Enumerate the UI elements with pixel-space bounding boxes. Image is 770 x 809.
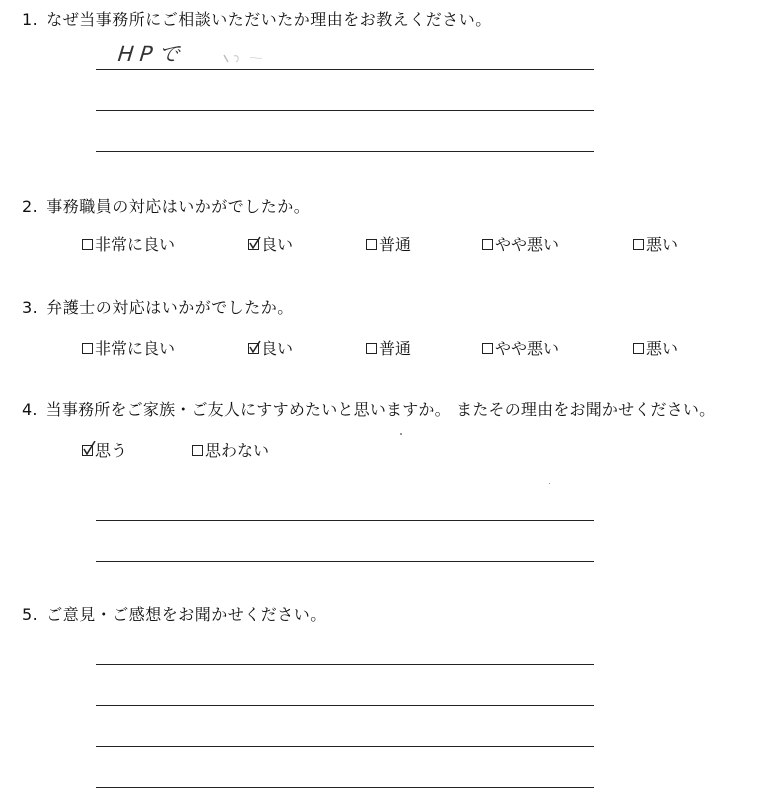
q3-option-good[interactable]: 良い [248, 339, 293, 359]
question-3 [22, 298, 294, 318]
question-text: なぜ当事務所にご相談いただいたか理由をお教えください。 [46, 10, 492, 29]
question-text: 事務職員の対応はいかがでしたか。 [46, 197, 311, 216]
answer-line[interactable] [96, 746, 594, 747]
scan-speck [400, 433, 402, 435]
answer-line[interactable] [96, 664, 594, 665]
q2-option-very-good[interactable]: 非常に良い [82, 235, 175, 255]
q4-option-no[interactable]: 思わない [192, 441, 269, 461]
checkbox-empty-icon[interactable] [482, 239, 493, 250]
answer-line[interactable] [96, 561, 594, 562]
answer-line[interactable] [96, 110, 594, 111]
handwritten-answer: HPで [116, 42, 187, 66]
checkmark-icon [248, 235, 262, 251]
q3-option-somewhat-bad[interactable]: やや悪い [482, 339, 559, 359]
checkbox-empty-icon[interactable] [633, 239, 644, 250]
checkbox-checked-icon[interactable] [248, 239, 259, 250]
checkbox-empty-icon[interactable] [82, 343, 93, 354]
question-number: 4. [22, 400, 38, 419]
question-5 [22, 605, 327, 625]
q2-option-bad[interactable]: 悪い [633, 235, 678, 255]
answer-line[interactable] [96, 787, 594, 788]
question-number: 2. [22, 197, 39, 216]
question-1 [22, 10, 492, 30]
question-number: 3. [22, 298, 39, 317]
question-text: ご意見・ご感想をお聞かせください。 [46, 605, 327, 624]
answer-line[interactable] [96, 705, 594, 706]
checkmark-icon [82, 441, 96, 457]
scan-speck [549, 483, 550, 484]
q3-option-bad[interactable]: 悪い [633, 339, 678, 359]
question-number: 1. [22, 10, 39, 29]
checkbox-empty-icon[interactable] [192, 445, 203, 456]
answer-line[interactable] [96, 520, 594, 521]
checkbox-empty-icon[interactable] [482, 343, 493, 354]
answer-line[interactable] [96, 69, 594, 70]
checkbox-empty-icon[interactable] [366, 239, 377, 250]
question-number: 5. [22, 605, 39, 624]
q4-option-yes[interactable]: 思う [82, 441, 127, 461]
q2-option-average[interactable]: 普通 [366, 235, 411, 255]
checkbox-checked-icon[interactable] [248, 343, 259, 354]
q2-option-good[interactable]: 良い [248, 235, 293, 255]
question-2 [22, 197, 310, 217]
question-text: 弁護士の対応はいかがでしたか。 [46, 298, 294, 317]
question-4 [22, 400, 715, 420]
checkbox-checked-icon[interactable] [82, 445, 93, 456]
q2-option-somewhat-bad[interactable]: やや悪い [482, 235, 559, 255]
checkbox-empty-icon[interactable] [366, 343, 377, 354]
checkmark-icon [248, 339, 262, 355]
checkbox-empty-icon[interactable] [82, 239, 93, 250]
q3-option-very-good[interactable]: 非常に良い [82, 339, 175, 359]
faded-handwriting-strokes [220, 52, 270, 66]
question-text: 当事務所をご家族・ご友人にすすめたいと思いますか。 またその理由をお聞かせください。 [45, 400, 716, 419]
q3-option-average[interactable]: 普通 [366, 339, 411, 359]
checkbox-empty-icon[interactable] [633, 343, 644, 354]
answer-line[interactable] [96, 151, 594, 152]
